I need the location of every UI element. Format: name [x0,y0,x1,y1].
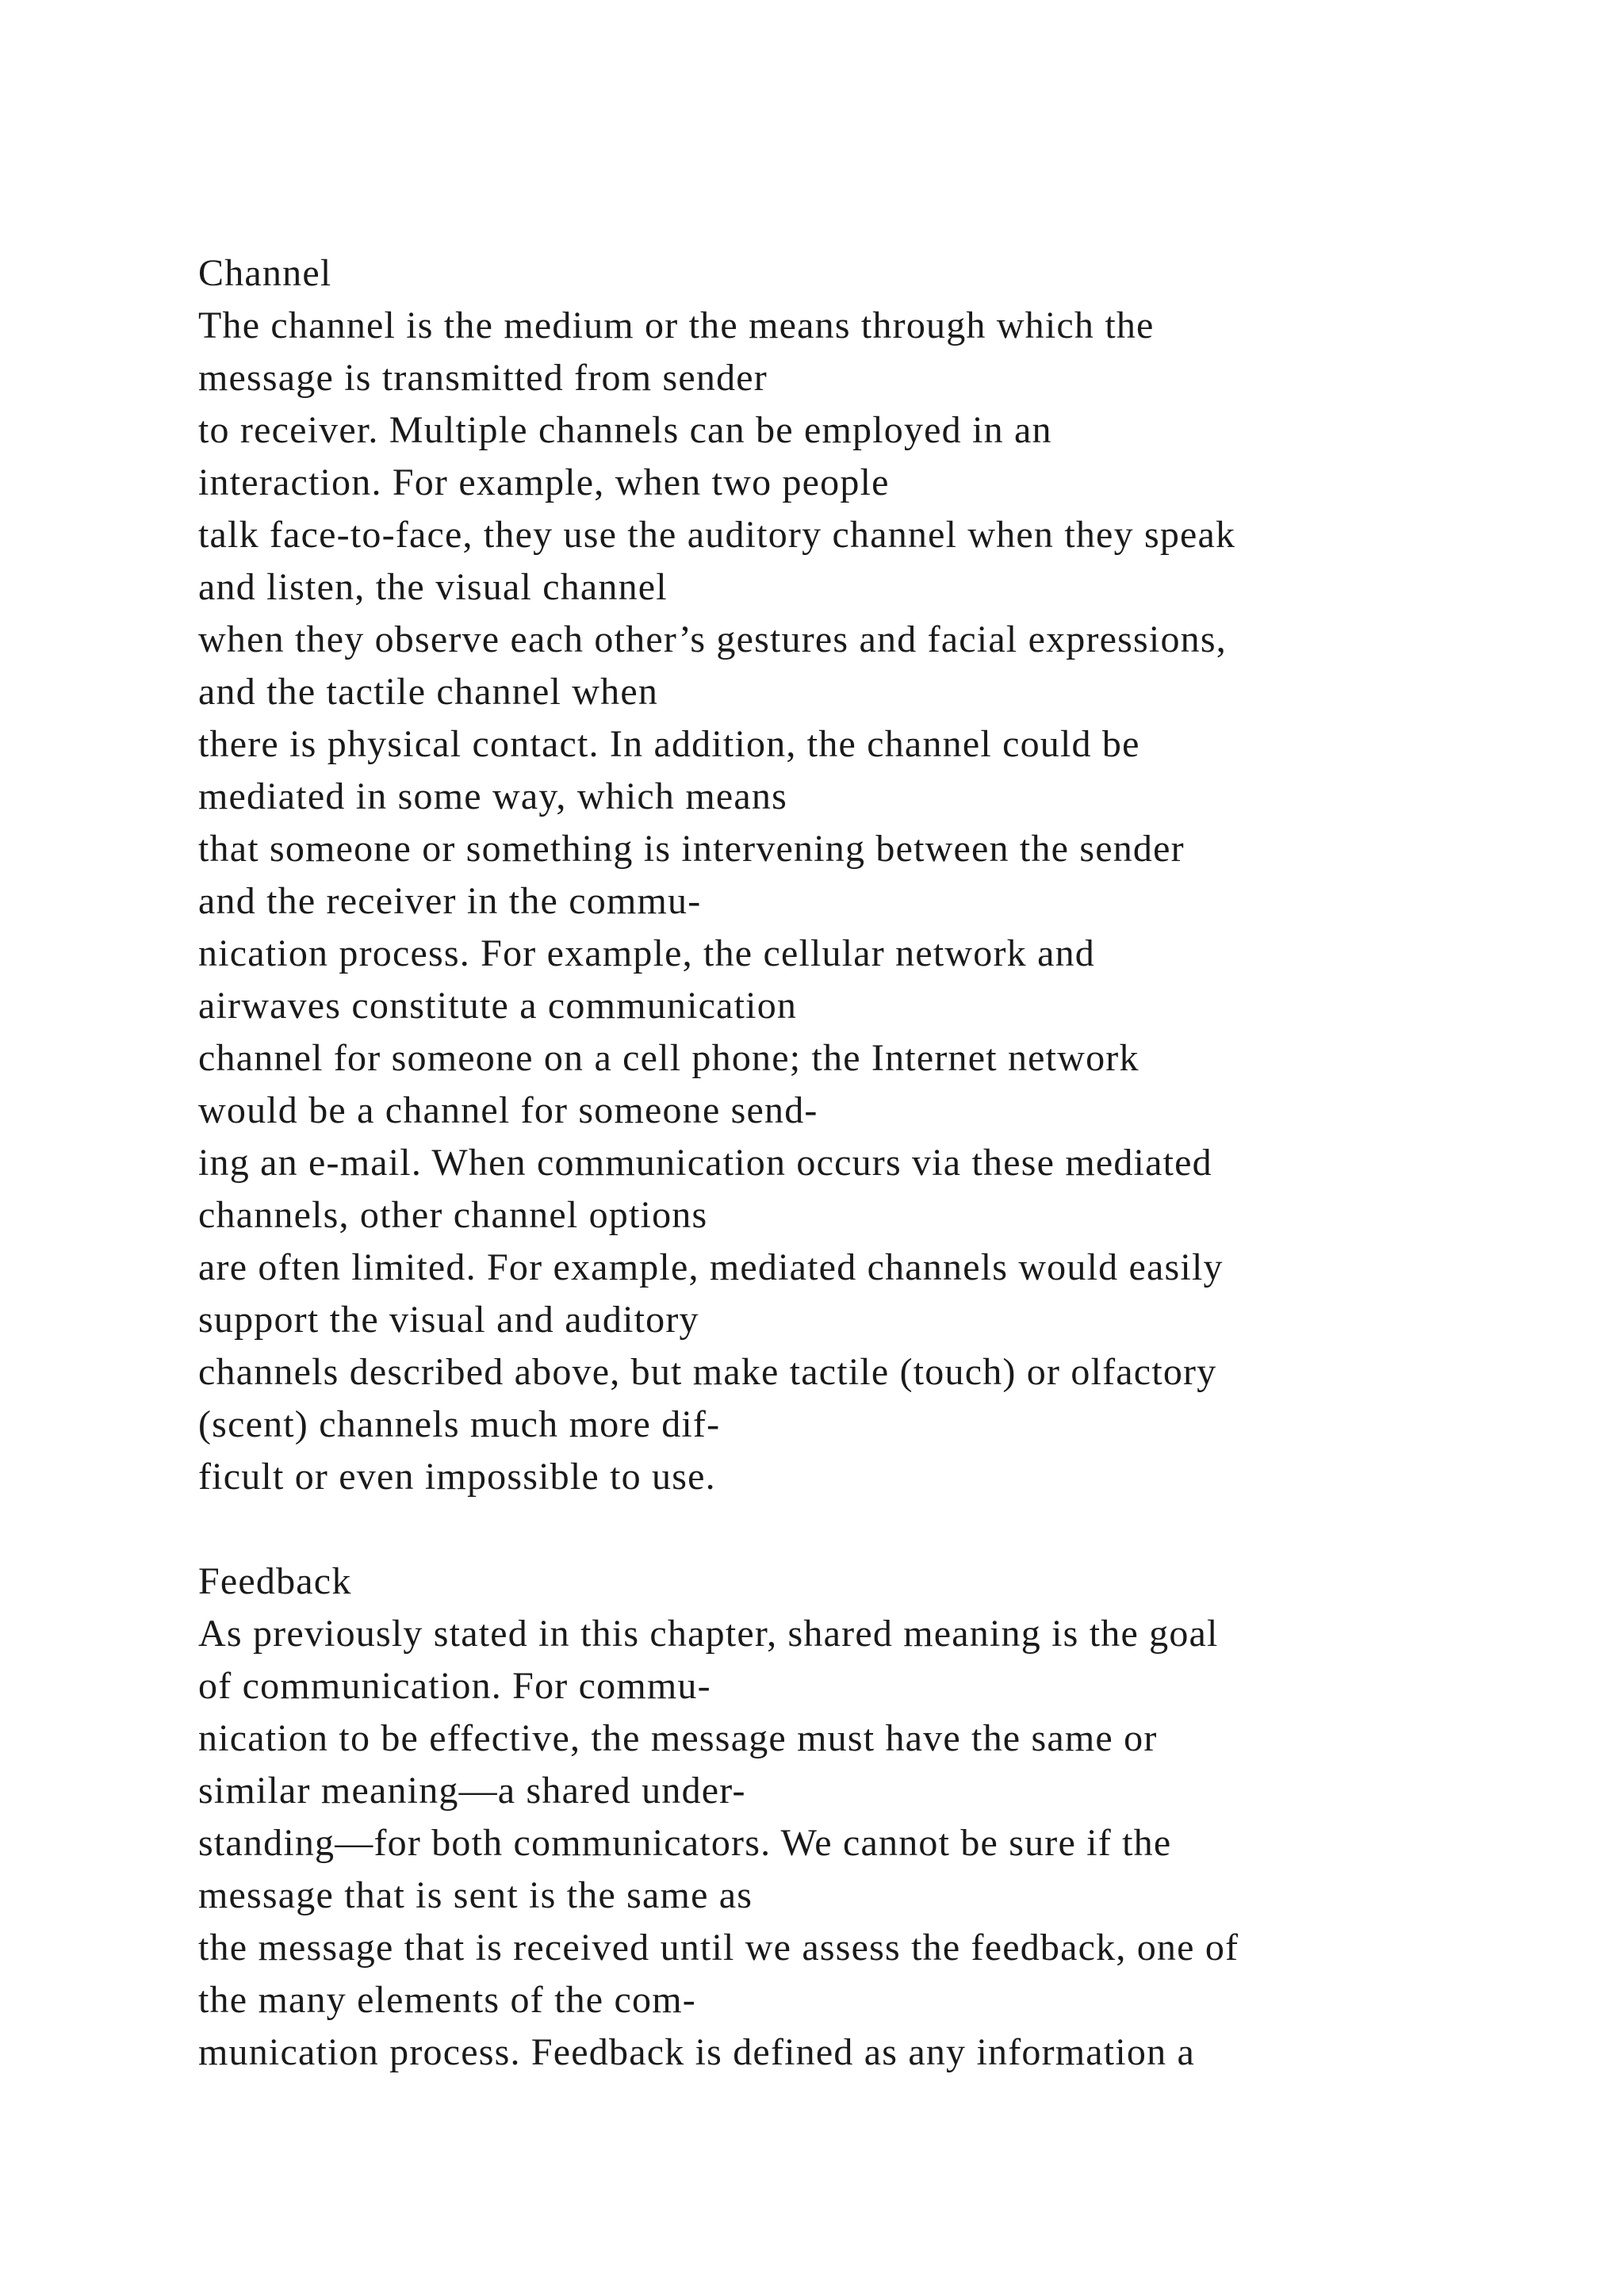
body-line: the many elements of the com- [198,1979,696,2021]
body-line: ing an e-mail. When communication occurs via these mediated [198,1142,1212,1184]
body-line: channels, other channel options [198,1194,708,1236]
body-line: message that is sent is the same as [198,1874,753,1916]
document-body [198,247,1546,2079]
section-heading-channel: Channel [198,252,332,294]
body-line: would be a channel for someone send- [198,1089,818,1131]
body-line: The channel is the medium or the means through which the [198,304,1155,346]
body-line: are often limited. For example, mediated channels would easily [198,1246,1224,1288]
body-line: of communication. For commu- [198,1665,711,1707]
body-line: ficult or even impossible to use. [198,1456,716,1498]
body-line: nication to be effective, the message must have the same or [198,1717,1158,1759]
paragraph-gap [198,1503,1546,1556]
body-line: interaction. For example, when two people [198,461,890,503]
body-line: and listen, the visual channel [198,566,668,608]
body-line: airwaves constitute a communication [198,985,798,1027]
body-line: there is physical contact. In addition, the channel could be [198,723,1140,765]
body-line: channel for someone on a cell phone; the Internet network [198,1037,1139,1079]
body-line: talk face-to-face, they use the auditory channel when they speak [198,514,1236,556]
body-line: and the tactile channel when [198,671,659,713]
body-line: As previously stated in this chapter, shared meaning is the goal [198,1613,1219,1655]
body-line: mediated in some way, which means [198,775,787,817]
body-line: that someone or something is intervening between the sender [198,828,1185,870]
body-line: similar meaning—a shared under- [198,1770,746,1812]
body-line: channels described above, but make tactile (touch) or olfactory [198,1351,1217,1393]
body-line: standing—for both communicators. We cannot be sure if the [198,1822,1172,1864]
body-line: and the receiver in the commu- [198,880,702,922]
section-heading-feedback: Feedback [198,1560,352,1602]
body-line: when they observe each other’s gestures and facial expressions, [198,618,1227,660]
body-line: the message that is received until we assess the feedback, one of [198,1927,1239,1969]
body-line: support the visual and auditory [198,1299,699,1341]
body-line: nication process. For example, the cellular network and [198,932,1095,974]
body-line: (scent) channels much more dif- [198,1403,721,1445]
body-line: munication process. Feedback is defined as any information a [198,2031,1195,2073]
body-line: message is transmitted from sender [198,357,768,399]
body-line: to receiver. Multiple channels can be employed in an [198,409,1052,451]
